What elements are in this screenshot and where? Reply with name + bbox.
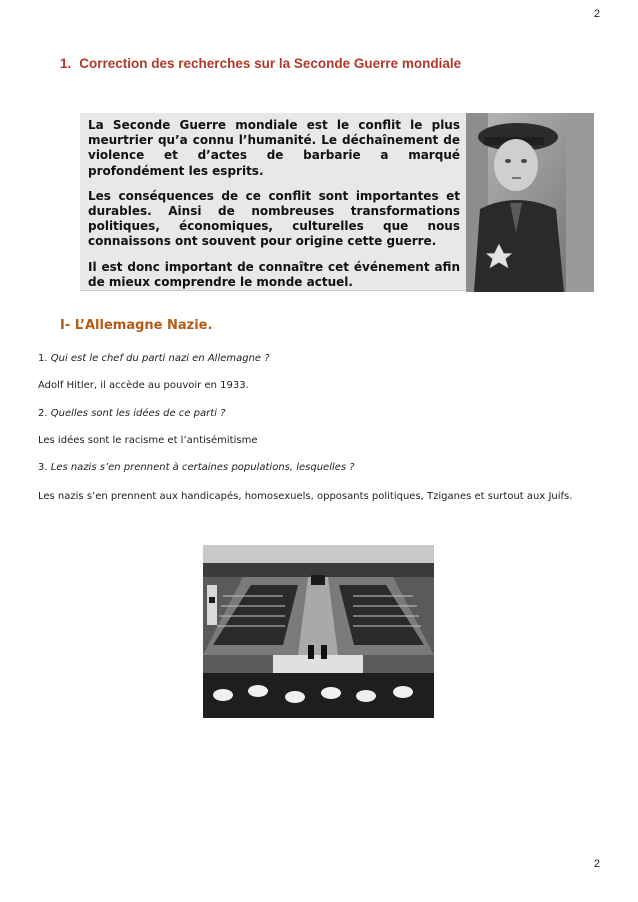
- section-title: [60, 56, 461, 71]
- answer-3: Les nazis s’en prennent aux handicapés, homosexuels, opposants politiques, Tziganes et surtout aux Juifs.: [38, 491, 573, 502]
- section-title-text: Correction des recherches sur la Seconde Guerre mondiale: [79, 56, 462, 71]
- rally-photo: [203, 545, 434, 718]
- question-2: [38, 408, 225, 419]
- intro-paragraph-3: Il est donc important de connaître cet événement afin de mieux comprendre le monde actuel.: [88, 259, 460, 289]
- intro-text: [88, 118, 460, 300]
- question-3-text: Les nazis s’en prennent à certaines populations, lesquelles ?: [50, 462, 355, 473]
- question-1: [38, 353, 270, 364]
- part-heading: I- L’Allemagne Nazie.: [60, 318, 213, 333]
- page-number-bottom: 2: [593, 858, 600, 870]
- page-number-top: 2: [593, 8, 600, 20]
- intro-paragraph-1: La Seconde Guerre mondiale est le conflit le plus meurtrier qu’a connu l’humanité. Le déchaînement de violence et d’actes de barbarie a marqué profondément les esprits.: [88, 118, 460, 178]
- question-3: [38, 462, 355, 473]
- question-1-text: Qui est le chef du parti nazi en Allemagne ?: [50, 353, 270, 364]
- question-3-number: 3.: [38, 462, 48, 473]
- question-2-text: Quelles sont les idées de ce parti ?: [50, 408, 226, 419]
- answer-2: Les idées sont le racisme et l’antisémitisme: [38, 435, 258, 446]
- section-number: 1.: [60, 56, 72, 71]
- intro-paragraph-2: Les conséquences de ce conflit sont importantes et durables. Ainsi de nombreuses transformations politiques, économiques, culturelles que nous connaissons ont souvent pour origine cette guerre.: [88, 188, 460, 249]
- question-1-number: 1.: [38, 353, 48, 364]
- child-photo: [466, 113, 594, 292]
- answer-1: Adolf Hitler, il accède au pouvoir en 1933.: [38, 380, 249, 391]
- question-2-number: 2.: [38, 408, 48, 419]
